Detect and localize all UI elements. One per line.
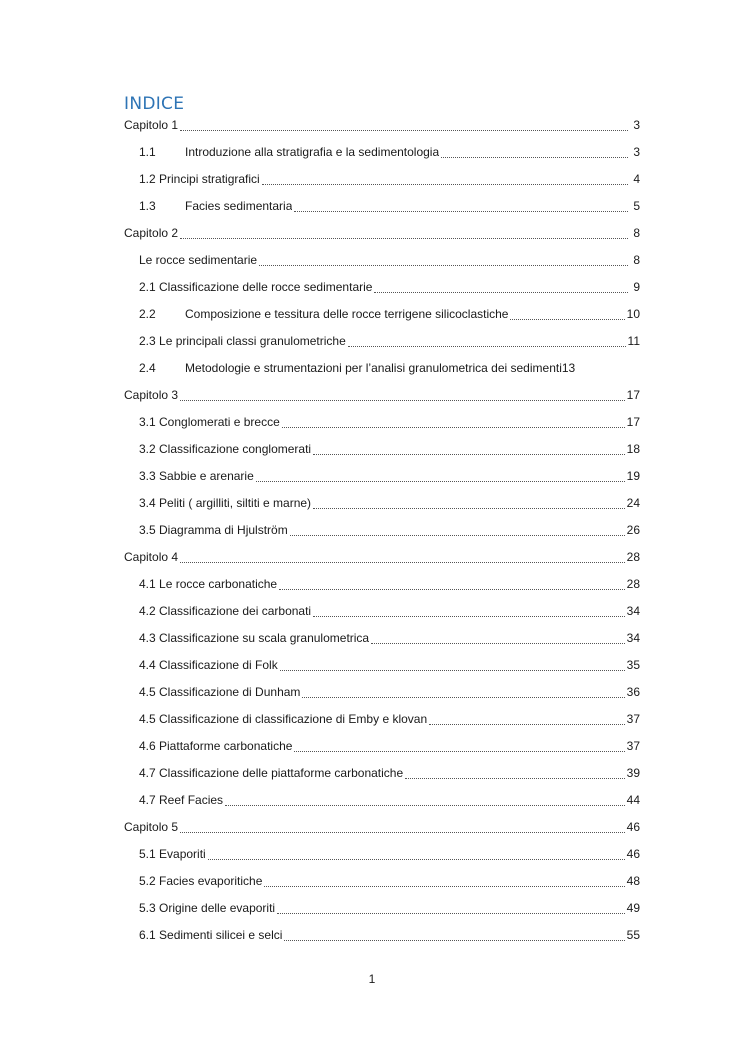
toc-dot-leader xyxy=(302,696,624,698)
toc-dot-leader xyxy=(371,642,625,644)
toc-dot-leader xyxy=(180,129,628,131)
toc-dot-leader xyxy=(256,480,625,482)
toc-entry-label: 4.5 Classificazione di classificazione di Emby e klovan xyxy=(139,712,428,726)
toc-entry[interactable] xyxy=(124,737,640,764)
toc-entry-page: 37 xyxy=(626,712,640,726)
toc-entry-label: 2.1 Classificazione delle rocce sedimentarie xyxy=(139,280,373,294)
toc-dot-leader xyxy=(313,615,625,617)
toc-entry[interactable] xyxy=(124,386,640,413)
toc-dot-leader xyxy=(313,507,625,509)
toc-entry[interactable] xyxy=(124,656,640,683)
toc-dot-leader xyxy=(290,534,625,536)
toc-entry-page: 13 xyxy=(561,361,576,375)
toc-entry-page: 9 xyxy=(633,280,640,294)
toc-entry[interactable] xyxy=(124,494,640,521)
toc-dot-leader xyxy=(208,858,625,860)
toc-entry-label: Capitolo 2 xyxy=(124,226,179,240)
toc-entry-label: 1.2 Principi stratigrafici xyxy=(139,172,260,186)
toc-entry-page: 5 xyxy=(633,199,640,213)
toc-entry[interactable] xyxy=(124,278,640,305)
toc-dot-leader xyxy=(284,939,624,941)
toc-dot-leader xyxy=(277,912,625,914)
toc-entry-label: 4.2 Classificazione dei carbonati xyxy=(139,604,312,618)
toc-entry[interactable] xyxy=(124,170,640,197)
toc-entry-page: 18 xyxy=(626,442,640,456)
toc-list xyxy=(124,116,640,953)
toc-dot-leader xyxy=(429,723,625,725)
toc-dot-leader xyxy=(282,426,625,428)
toc-entry-page: 28 xyxy=(626,550,640,564)
toc-dot-leader xyxy=(510,318,624,320)
toc-entry[interactable] xyxy=(124,197,640,224)
toc-entry[interactable] xyxy=(124,710,640,737)
toc-entry[interactable] xyxy=(124,143,640,170)
toc-entry[interactable] xyxy=(124,305,640,332)
toc-entry-page: 37 xyxy=(626,739,640,753)
toc-entry[interactable] xyxy=(124,413,640,440)
toc-dot-leader xyxy=(294,210,628,212)
toc-entry-page: 4 xyxy=(633,172,640,186)
toc-dot-leader xyxy=(259,264,628,266)
toc-entry-page: 19 xyxy=(626,469,640,483)
toc-entry-number: 1.3 xyxy=(139,199,156,213)
toc-entry[interactable] xyxy=(124,818,640,845)
toc-dot-leader xyxy=(280,669,625,671)
toc-dot-leader xyxy=(180,399,625,401)
toc-entry-page: 24 xyxy=(626,496,640,510)
toc-entry-label: 4.5 Classificazione di Dunham xyxy=(139,685,301,699)
toc-dot-leader xyxy=(264,885,624,887)
toc-entry-label: 5.1 Evaporiti xyxy=(139,847,206,861)
toc-entry-label: 3.3 Sabbie e arenarie xyxy=(139,469,254,483)
toc-entry[interactable] xyxy=(124,548,640,575)
toc-entry[interactable] xyxy=(124,332,640,359)
toc-entry-label: Capitolo 5 xyxy=(124,820,179,834)
toc-entry-label: 4.7 Classificazione delle piattaforme carbonatiche xyxy=(139,766,404,780)
toc-entry-page: 36 xyxy=(626,685,640,699)
toc-entry[interactable] xyxy=(124,764,640,791)
toc-entry-label: 4.4 Classificazione di Folk xyxy=(139,658,278,672)
toc-entry[interactable] xyxy=(124,440,640,467)
toc-entry-page: 55 xyxy=(626,928,640,942)
toc-dot-leader xyxy=(279,588,625,590)
toc-dot-leader xyxy=(262,183,628,185)
toc-entry[interactable] xyxy=(124,926,640,953)
toc-dot-leader xyxy=(225,804,625,806)
toc-entry-page: 11 xyxy=(627,334,640,348)
toc-entry-page: 3 xyxy=(633,118,640,132)
toc-entry[interactable] xyxy=(124,521,640,548)
toc-entry[interactable] xyxy=(124,359,640,386)
toc-dot-leader xyxy=(441,156,628,158)
toc-entry[interactable] xyxy=(124,899,640,926)
toc-entry-label: Capitolo 1 xyxy=(124,118,179,132)
toc-entry-page: 34 xyxy=(626,604,640,618)
toc-entry-label: Facies sedimentaria xyxy=(185,199,293,213)
toc-entry[interactable] xyxy=(124,872,640,899)
toc-entry-page: 8 xyxy=(633,226,640,240)
toc-entry-page: 17 xyxy=(626,415,640,429)
toc-entry-number: 1.1 xyxy=(139,145,156,159)
toc-page xyxy=(124,92,640,953)
toc-entry-number: 2.2 xyxy=(139,307,156,321)
toc-entry-label: 2.3 Le principali classi granulometriche xyxy=(139,334,346,348)
toc-entry-label: 6.1 Sedimenti silicei e selci xyxy=(139,928,283,942)
toc-entry-page: 46 xyxy=(626,820,640,834)
toc-entry[interactable] xyxy=(124,683,640,710)
toc-entry-page: 39 xyxy=(626,766,640,780)
toc-entry-page: 26 xyxy=(626,523,640,537)
toc-entry-page: 46 xyxy=(626,847,640,861)
toc-entry-page: 34 xyxy=(626,631,640,645)
toc-dot-leader xyxy=(405,777,624,779)
toc-entry-label: 4.3 Classificazione su scala granulometrica xyxy=(139,631,370,645)
toc-entry-page: 48 xyxy=(626,874,640,888)
toc-entry-page: 8 xyxy=(633,253,640,267)
toc-entry-label: 3.4 Peliti ( argilliti, siltiti e marne) xyxy=(139,496,312,510)
toc-entry[interactable] xyxy=(124,116,640,143)
toc-entry-page: 17 xyxy=(626,388,640,402)
toc-dot-leader xyxy=(180,831,625,833)
toc-entry-label: Metodologie e strumentazioni per l’analisi granulometrica dei sedimenti xyxy=(185,361,562,375)
toc-entry-page: 44 xyxy=(626,793,640,807)
toc-entry-label: 5.3 Origine delle evaporiti xyxy=(139,901,276,915)
toc-dot-leader xyxy=(313,453,625,455)
toc-entry-page: 35 xyxy=(626,658,640,672)
toc-entry[interactable] xyxy=(124,791,640,818)
toc-entry-number: 2.4 xyxy=(139,361,156,375)
toc-entry[interactable] xyxy=(124,467,640,494)
toc-entry[interactable] xyxy=(124,602,640,629)
toc-entry[interactable] xyxy=(124,575,640,602)
toc-entry-label: Capitolo 4 xyxy=(124,550,179,564)
toc-entry-label: 4.7 Reef Facies xyxy=(139,793,224,807)
toc-entry-label: Capitolo 3 xyxy=(124,388,179,402)
toc-entry-label: Introduzione alla stratigrafia e la sedimentologia xyxy=(185,145,440,159)
toc-title: INDICE xyxy=(124,94,185,114)
toc-entry-page: 28 xyxy=(626,577,640,591)
toc-entry[interactable] xyxy=(124,251,640,278)
toc-entry-label: Composizione e tessitura delle rocce terrigene silicoclastiche xyxy=(185,307,509,321)
toc-entry[interactable] xyxy=(124,845,640,872)
toc-dot-leader xyxy=(294,750,624,752)
toc-dot-leader xyxy=(180,237,628,239)
toc-entry-page: 49 xyxy=(626,901,640,915)
toc-entry-label: Le rocce sedimentarie xyxy=(139,253,258,267)
toc-dot-leader xyxy=(374,291,628,293)
toc-entry-page: 10 xyxy=(626,307,640,321)
toc-entry-label: 5.2 Facies evaporitiche xyxy=(139,874,263,888)
toc-entry[interactable] xyxy=(124,629,640,656)
toc-entry-label: 4.6 Piattaforme carbonatiche xyxy=(139,739,293,753)
toc-entry-page: 3 xyxy=(633,145,640,159)
toc-entry-label: 3.5 Diagramma di Hjulström xyxy=(139,523,288,537)
toc-entry-label: 4.1 Le rocce carbonatiche xyxy=(139,577,278,591)
toc-dot-leader xyxy=(348,345,626,347)
toc-entry-label: 3.1 Conglomerati e brecce xyxy=(139,415,280,429)
toc-entry[interactable] xyxy=(124,224,640,251)
toc-dot-leader xyxy=(180,561,625,563)
toc-entry-label: 3.2 Classificazione conglomerati xyxy=(139,442,312,456)
page-number: 1 xyxy=(368,972,376,986)
